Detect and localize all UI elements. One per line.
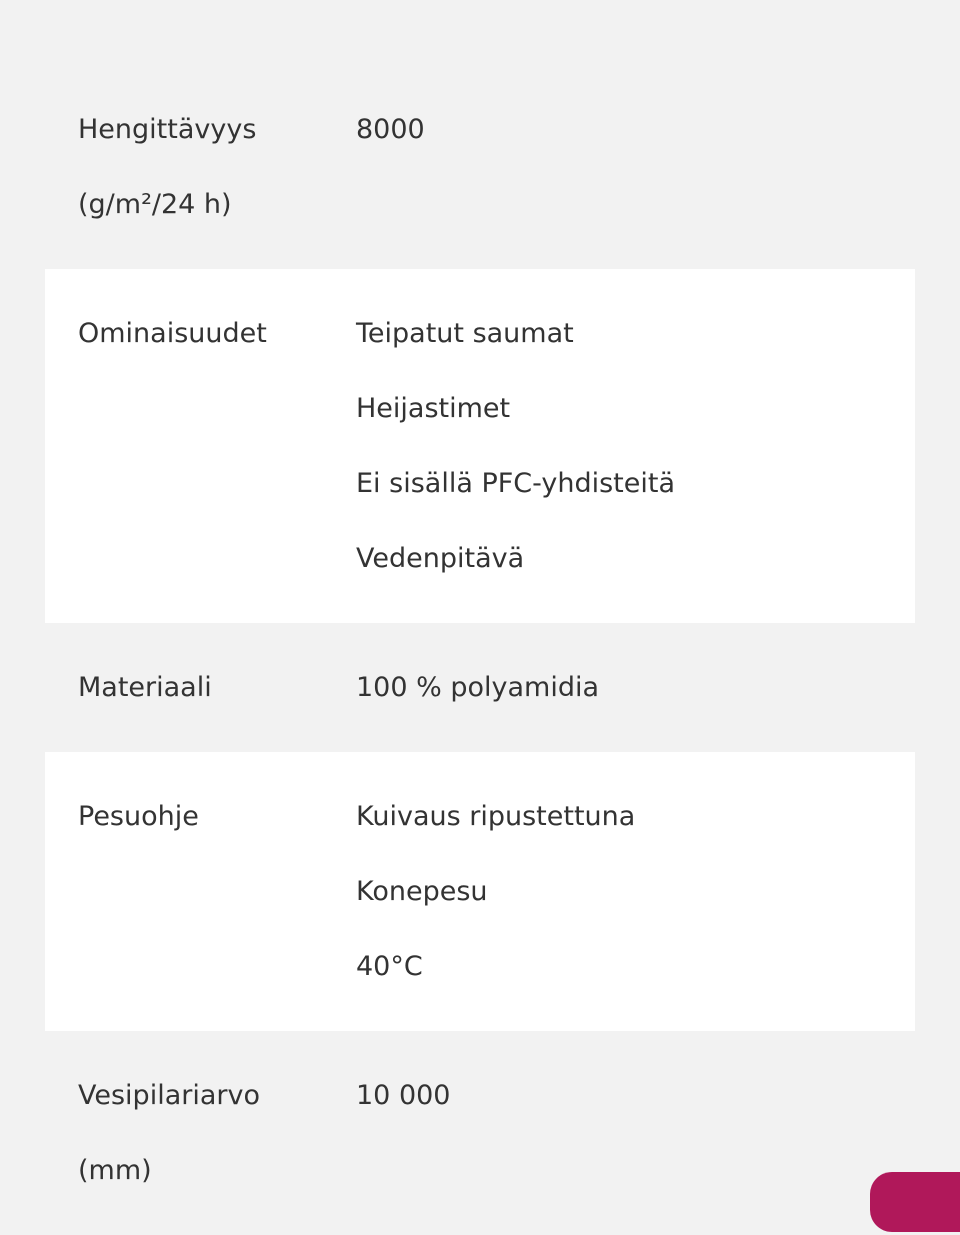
spec-label — [45, 92, 356, 242]
spec-value: Kuivaus ripustettuna — [356, 801, 636, 832]
spec-row-water-column — [45, 1031, 915, 1235]
spec-value: Vedenpitävä — [356, 543, 525, 574]
spec-value: Konepesu — [356, 876, 488, 907]
spec-label-line: Materiaali — [78, 672, 212, 703]
spec-label-line: Ominaisuudet — [78, 318, 267, 349]
floating-action-button[interactable] — [870, 1172, 960, 1232]
spec-row-features — [45, 269, 915, 623]
spec-label — [45, 1058, 356, 1208]
spec-label-line: Hengittävyys — [78, 114, 257, 145]
spec-label-line: Vesipilariarvo — [78, 1080, 260, 1111]
spec-label-line: (mm) — [78, 1155, 152, 1186]
spec-value: 8000 — [356, 114, 425, 145]
spec-row-care — [45, 752, 915, 1031]
spec-value: 40°C — [356, 951, 423, 982]
spec-value: 10 000 — [356, 1080, 451, 1111]
spec-label — [45, 296, 356, 596]
spec-row-material — [45, 623, 915, 752]
spec-label — [45, 650, 356, 725]
spec-label — [45, 779, 356, 1004]
spec-row-breathability — [45, 65, 915, 269]
spec-value: Heijastimet — [356, 393, 511, 424]
spec-value: 100 % polyamidia — [356, 672, 600, 703]
spec-value: Ei sisällä PFC-yhdisteitä — [356, 468, 676, 499]
spec-label-line: Pesuohje — [78, 801, 199, 832]
product-specs-table — [45, 65, 915, 1235]
spec-value: Teipatut saumat — [356, 318, 574, 349]
spec-label-line: (g/m²/24 h) — [78, 189, 232, 220]
